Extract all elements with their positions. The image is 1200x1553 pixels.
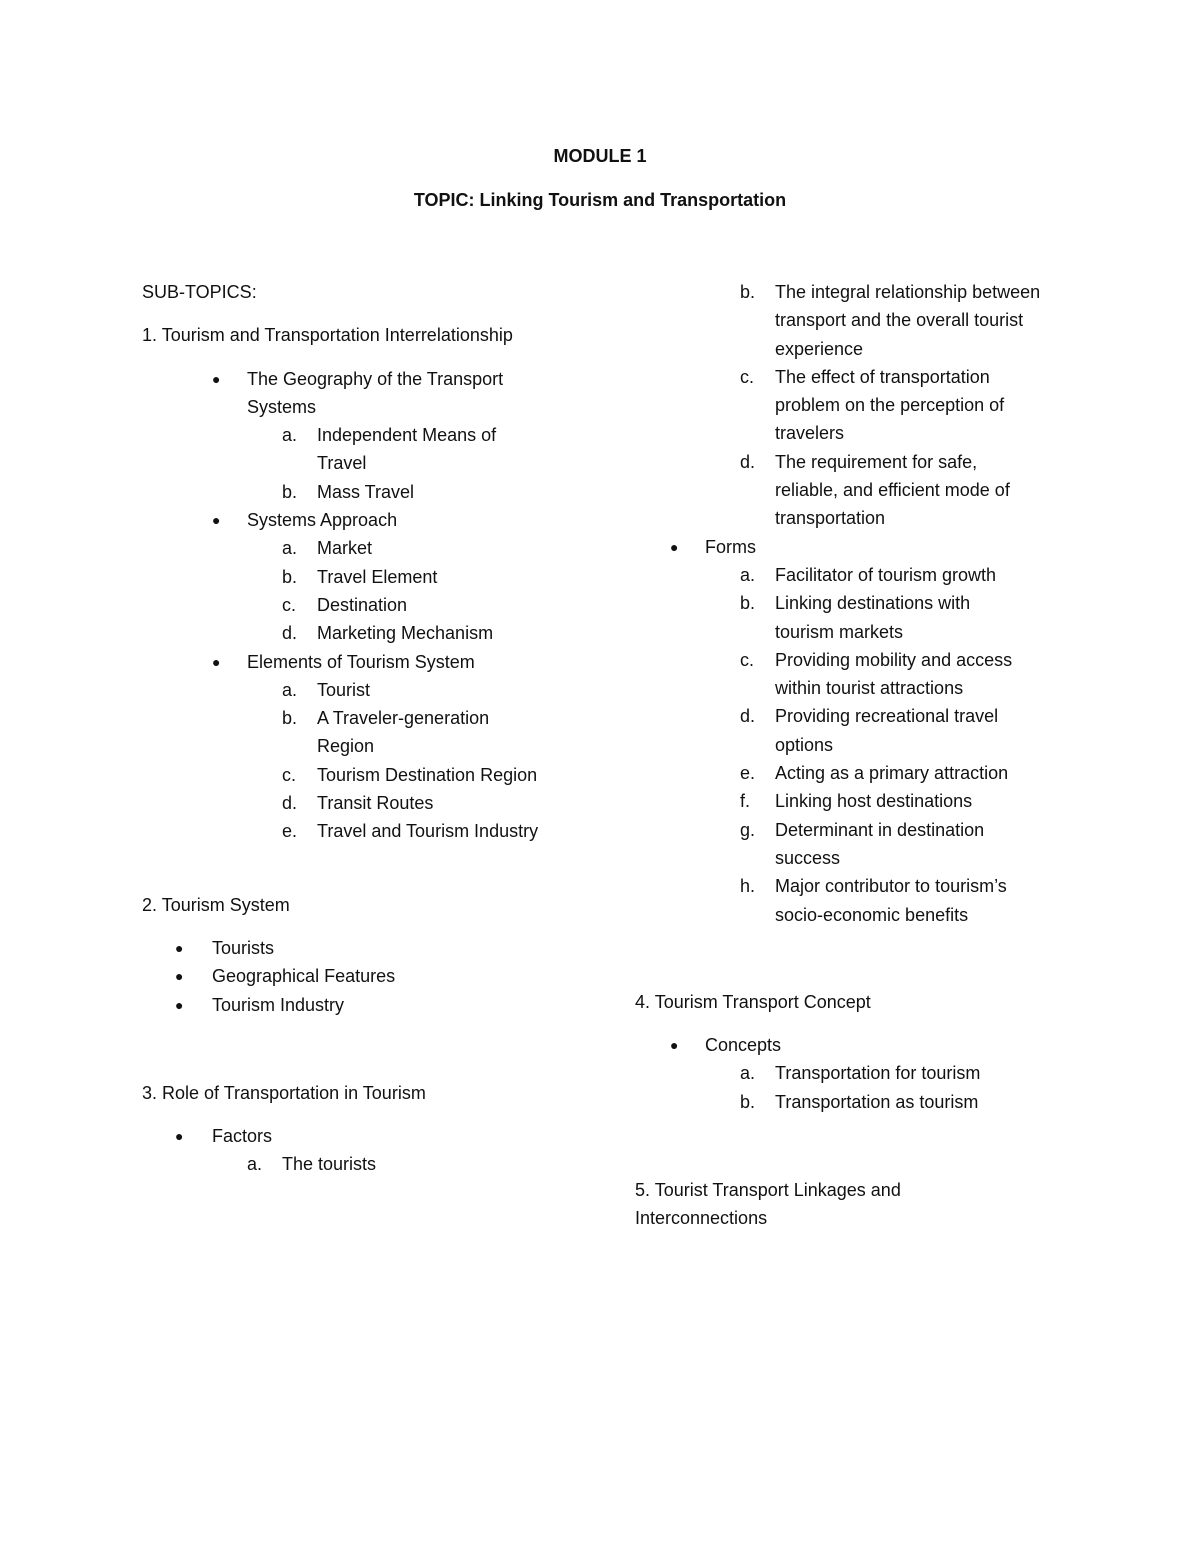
section-5-heading: 5. Tourist Transport Linkages and Interconnections: [635, 1180, 901, 1229]
list-item: h. Major contributor to tourism’s socio-economic benefits: [740, 876, 1007, 925]
list-item: d. Transit Routes: [282, 793, 434, 814]
bullet-icon: ●: [175, 996, 184, 1013]
list-item: f. Linking host destinations: [740, 791, 973, 812]
bullet-icon: ●: [212, 370, 221, 387]
section-2-heading: 2. Tourism System: [142, 894, 290, 915]
right-column: [635, 278, 1055, 1233]
list-item: b. Linking destinations with tourism markets: [740, 593, 971, 642]
bullet-icon: ●: [175, 939, 184, 956]
list-item: a. Tourist: [282, 679, 371, 700]
list-item: b. A Traveler-generation Region: [282, 708, 490, 757]
list-item: c. The effect of transportation problem on the perception of travelers: [740, 366, 1005, 444]
bullet-geography: ● The Geography of the Transport Systems: [142, 365, 592, 422]
list-item: b. Transportation as tourism: [740, 1091, 979, 1112]
list-item: c. Destination: [282, 594, 408, 615]
bullet-forms: ● Forms: [635, 533, 1055, 561]
list-item: b. The integral relationship between transport and the overall tourist experience: [740, 282, 1041, 359]
list-item: a. The tourists: [247, 1154, 377, 1175]
list-item: d. Providing recreational travel options: [740, 706, 999, 755]
bullet-systems-approach: ● Systems Approach: [142, 506, 592, 534]
bullet-concepts: ● Concepts: [635, 1031, 1055, 1059]
list-item: d. Marketing Mechanism: [282, 623, 494, 644]
list-item: a. Facilitator of tourism growth: [740, 564, 997, 585]
list-item: b. Travel Element: [282, 566, 438, 587]
bullet-icon: ●: [175, 1128, 184, 1145]
list-item: b. Mass Travel: [282, 481, 415, 502]
list-item: a. Market: [282, 538, 373, 559]
topic-title: TOPIC: Linking Tourism and Transportation: [413, 190, 787, 210]
list-item: ● Tourism Industry: [142, 991, 592, 1019]
list-item: e. Travel and Tourism Industry: [282, 821, 539, 842]
list-item: a. Transportation for tourism: [740, 1063, 981, 1084]
section-1-heading: 1. Tourism and Transportation Interrelationship: [142, 325, 513, 346]
bullet-icon: ●: [212, 512, 221, 529]
list-item: c. Tourism Destination Region: [282, 764, 538, 785]
list-item: c. Providing mobility and access within tourist attractions: [740, 649, 1013, 699]
section-4-heading: 4. Tourism Transport Concept: [635, 991, 871, 1012]
bullet-icon: ●: [670, 538, 679, 555]
list-item: ● Tourists: [142, 934, 592, 962]
list-item: ● Geographical Features: [142, 962, 592, 990]
subtopics-label: SUB-TOPICS:: [142, 282, 257, 302]
list-item: a. Independent Means of Travel: [282, 425, 497, 474]
bullet-icon: ●: [670, 1037, 679, 1054]
bullet-elements: ● Elements of Tourism System: [142, 648, 592, 676]
bullet-icon: ●: [212, 653, 221, 670]
left-column: [142, 278, 592, 1179]
module-title: MODULE 1: [553, 146, 647, 166]
list-item: d. The requirement for safe, reliable, and efficient mode of transportation: [740, 451, 1010, 529]
bullet-factors: ● Factors: [142, 1122, 592, 1150]
list-item: g. Determinant in destination success: [740, 819, 985, 868]
list-item: e. Acting as a primary attraction: [740, 763, 1009, 784]
section-3-heading: 3. Role of Transportation in Tourism: [142, 1082, 426, 1103]
bullet-icon: ●: [175, 968, 184, 985]
